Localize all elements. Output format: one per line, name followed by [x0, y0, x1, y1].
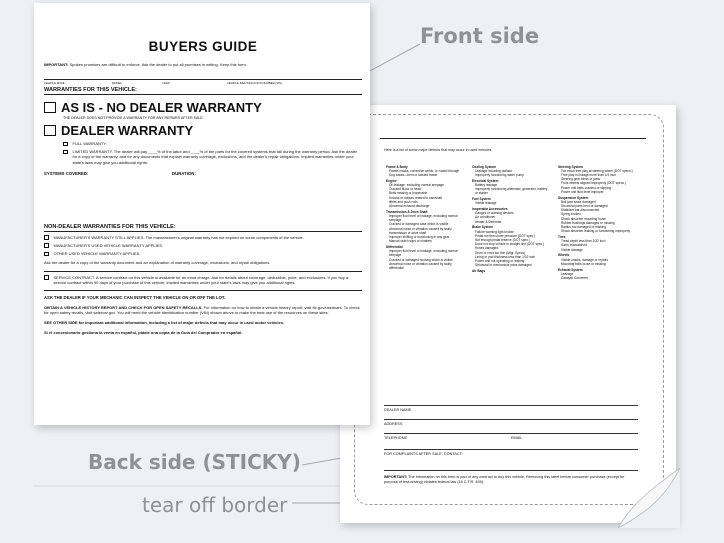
- defect-item: Structural or mechanical parts damaged: [475, 263, 532, 268]
- history-report-bold: OBTAIN A VEHICLE HISTORY REPORT AND CHECK FOR OPEN SAFETY RECALLS.: [44, 304, 203, 310]
- defect-item: Stabilizer bar disconnected: [561, 208, 600, 213]
- defects-intro: Here is a list of some major defects that may occur in used vehicles.: [384, 148, 493, 152]
- buyers-guide-title: BUYERS GUIDE: [148, 39, 258, 54]
- defect-item: Free play in linkage more than 1/4 inch: [561, 172, 616, 177]
- front-rule: [44, 290, 362, 291]
- service-contract-checkbox: [44, 275, 49, 280]
- non-dealer-checkbox: [44, 235, 49, 240]
- defect-item: Structural parts bent or damaged: [561, 203, 608, 208]
- service-contract-text: SERVICE CONTRACT. A service contract on this vehicle is available for an extra charge. Ask for details about coverage, deductible, price, and exclusions. If you buy a service contract within 90 days of your purchase of this vehicle, implied warranties under your state's laws may give you additional rights.: [53, 274, 349, 285]
- defect-item: Air conditioner: [475, 215, 496, 220]
- spanish-text: Si el concesionario gestiona la venta en español, pídale una copia de la Guía del Comprador en español.: [44, 330, 243, 336]
- back-important-notice: [384, 475, 638, 485]
- non-dealer-option: [44, 243, 362, 248]
- defect-item: Oil leakage, excluding normal seepage: [389, 182, 444, 187]
- defect-item: Tread depth less than 2/32 inch: [561, 239, 606, 244]
- model-field: MODEL: [112, 81, 122, 85]
- page-curl-icon: [618, 468, 680, 528]
- defect-item: Cracked block or head: [389, 187, 421, 192]
- defect-item: Visible leakage: [475, 201, 497, 206]
- dealer-name-label: DEALER NAME: [384, 407, 412, 412]
- defect-item: Sizes mismatched: [561, 243, 587, 248]
- defect-item: Visible cracks, damage or repairs: [561, 257, 609, 262]
- limited-warranty-text: LIMITED WARRANTY. The dealer will pay ____% of the labor and ____% of the parts for the covered systems that fail during the warranty period. Ask the dealer for a copy of the warranty, and for any documents that explain warranty coverage, exclusions, and the dealer's repair obligations. Implied warranties under your state's laws may give you additional rights.: [72, 149, 358, 165]
- defect-item: Catalytic Converter: [561, 275, 589, 280]
- defect-item: lifters and push rods: [389, 199, 418, 204]
- non-dealer-option-text: OTHER USED VEHICLE WARRANTY APPLIES.: [53, 251, 141, 257]
- front-important-label: IMPORTANT:: [44, 62, 69, 67]
- systems-covered-label: SYSTEMS COVERED:: [44, 170, 89, 176]
- defect-item: Pedal not firm under pressure (DOT spec.): [475, 233, 536, 238]
- defect-category: Frame & Body: [386, 164, 408, 169]
- defect-item: Power unit fluid level improper: [561, 189, 604, 194]
- defect-item: Cracked or damaged case which is visible: [389, 222, 449, 227]
- back-top-rule: [380, 138, 646, 139]
- defect-item: Visible damage: [561, 247, 583, 252]
- duration-label: DURATION:: [172, 170, 196, 176]
- non-dealer-option-text: MANUFACTURER'S USED VEHICLE WARRANTY APPLIES.: [53, 242, 164, 248]
- email-label: EMAIL: [511, 435, 523, 440]
- defect-item: Front wheels aligned improperly (DOT specs.): [561, 181, 626, 186]
- defect-category: Fuel System: [472, 197, 491, 202]
- defect-item: Abnormal noise or vibration caused by faulty differential: [389, 261, 452, 271]
- front-important-line: [44, 62, 362, 67]
- defect-category: Exhaust System: [558, 267, 583, 272]
- dealer-warranty-title: DEALER WARRANTY: [61, 123, 194, 138]
- defect-item: Radius rod damaged or missing: [561, 225, 607, 230]
- defect-item: Too much free play at steering wheel (DOT specs.): [561, 168, 633, 173]
- service-contract-option: [44, 275, 362, 285]
- complaints-rule: [384, 470, 638, 471]
- defect-item: Battery leakage: [475, 182, 498, 187]
- defect-item: Ball joint seals damaged: [561, 199, 596, 204]
- defect-item: Gauges or warning devices: [475, 211, 514, 216]
- back-side-sheet: [340, 105, 676, 523]
- defects-column: [472, 163, 550, 280]
- defect-item: Not enough pedal reserve (DOT spec.): [475, 238, 530, 242]
- vin-field: VEHICLE IDENTIFICATION NUMBER (VIN): [227, 81, 282, 85]
- non-dealer-checkbox: [44, 252, 49, 257]
- defect-item: Improperly functioning water pump: [475, 172, 524, 177]
- spanish-paragraph: [44, 330, 362, 335]
- defect-category: Transmission & Drive Shaft: [386, 209, 428, 214]
- limited-warranty-checkbox: [63, 150, 68, 155]
- front-rule: [44, 271, 362, 272]
- defect-item: Drum or rotor too thin (Mfgr. Specs): [475, 250, 526, 255]
- telephone-label: TELEPHONE: [384, 435, 407, 440]
- front-important-text: Spoken promises are difficult to enforce. Ask the dealer to put all promises in writing. Keep this form.: [69, 62, 247, 67]
- full-warranty-text: FULL WARRANTY.: [72, 141, 107, 146]
- as-is-checkbox: [44, 102, 56, 113]
- history-report-text: For information on how to obtain a vehicle history report, visit ftc.gov/usedcars. To check for open safety recalls, visit safercar.gov. You will need the vehicle identification number (VIN) shown above to make the best use of the resources on these sites.: [44, 304, 360, 316]
- defect-category: Cooling System: [472, 164, 497, 169]
- defects-list: [386, 163, 636, 280]
- defect-item: Mounting bolts loose or missing: [561, 261, 606, 266]
- dealer-warranty-checkbox: [44, 125, 56, 136]
- inspect-vehicle-line: ASK THE DEALER IF YOUR MECHANIC CAN INSPECT THE VEHICLE ON OR OFF THE LOT.: [44, 294, 226, 300]
- see-other-side-paragraph: [44, 320, 362, 325]
- dealer-warranty-option: [44, 123, 362, 138]
- as-is-option: [44, 100, 362, 115]
- back-side-label: Back side (STICKY): [88, 450, 301, 474]
- defect-item: Power unit belts cracked or slipping: [561, 185, 612, 190]
- defect-item: Hoses damaged: [475, 246, 499, 251]
- defect-item: Dog tracks—bent or twisted frame: [389, 172, 438, 177]
- warranties-heading: WARRANTIES FOR THIS VEHICLE:: [44, 87, 362, 95]
- defect-item: Cracked or damaged housing which is visible: [389, 257, 453, 262]
- non-dealer-option: [44, 235, 362, 240]
- defect-item: Improper shifting or functioning in any gear: [389, 235, 450, 239]
- defect-item: Leakage including radiator: [475, 168, 513, 173]
- defect-category: Steering System: [558, 164, 583, 169]
- front-side-label: Front side: [420, 24, 540, 48]
- defect-category: Differential: [386, 244, 403, 249]
- defect-item: Abnormal noise or vibration caused by faulty transmission or drive shaft: [389, 226, 452, 235]
- defect-item: Heater & Defroster: [475, 219, 502, 224]
- defect-category: Brake System: [472, 225, 494, 230]
- full-warranty-option: [63, 141, 362, 146]
- defect-item: Frame-cracks, corrective welds, or rusted through: [389, 168, 460, 173]
- defect-item: Does not stop vehicle in straight line (DOT spec.): [475, 242, 545, 247]
- history-report-paragraph: [44, 305, 362, 315]
- defect-item: Knocks or misses related to camshaft: [389, 195, 442, 200]
- defect-item: Belts missing or inoperable: [389, 191, 428, 196]
- see-other-side-text: SEE OTHER SIDE for important additional information, including a list of major defects that may occur in used motor vehicles.: [44, 320, 285, 326]
- limited-warranty-option: [63, 149, 362, 165]
- year-field: YEAR: [162, 81, 170, 85]
- defect-item: Abnormal exhaust discharge: [389, 203, 430, 208]
- defect-item: Rubber bushings damaged or missing: [561, 220, 615, 225]
- defect-category: Wheels: [558, 253, 570, 258]
- defect-category: Air Bags: [472, 269, 486, 274]
- address-label: ADDRESS: [384, 421, 403, 426]
- defect-item: Lining or pad thickness less than 1/32 inch: [475, 254, 536, 259]
- defect-item: Failure warning light broken: [475, 229, 515, 234]
- defect-item: Improper fluid level or leakage, excluding normal seepage: [389, 249, 458, 258]
- defect-item: Leakage: [561, 271, 574, 276]
- defect-category: Electrical System: [472, 178, 499, 183]
- full-warranty-checkbox: [63, 142, 68, 147]
- defect-item: Power unit not operating or leaking: [475, 259, 525, 264]
- dealer-contact-block: [384, 405, 638, 471]
- non-dealer-option-text: MANUFACTURER'S WARRANTY STILL APPLIES. The manufacturer's original warranty has not expired on some components of the vehicle.: [53, 234, 304, 240]
- defect-item: Shock absorber leaking or functioning improperly: [561, 229, 631, 234]
- defect-item: Spring broken: [561, 212, 581, 217]
- defect-item: Steering gear binds or jams: [561, 177, 600, 182]
- defect-category: Inoperable Accessories: [472, 206, 508, 211]
- defects-column: [386, 163, 464, 280]
- as-is-note: THE DEALER DOES NOT PROVIDE A WARRANTY FOR ANY REPAIRS AFTER SALE.: [63, 116, 204, 120]
- defect-item: Manual clutch slips or chatters: [389, 239, 432, 244]
- non-dealer-checkbox: [44, 243, 49, 248]
- defect-item: Improperly functioning alternator, generator, battery, or starter: [475, 187, 548, 196]
- complaints-label: FOR COMPLAINTS AFTER SALE, CONTACT:: [384, 449, 638, 456]
- non-dealer-option: [44, 251, 362, 256]
- defect-item: Improper fluid level or leakage, excluding normal seepage: [389, 213, 458, 223]
- defect-category: Tires: [558, 235, 566, 239]
- systems-duration-row: [44, 171, 362, 176]
- non-dealer-heading: NON-DEALER WARRANTIES FOR THIS VEHICLE:: [44, 224, 362, 232]
- defect-item: Shock absorber mounting loose: [561, 216, 606, 221]
- defect-category: Suspension System: [558, 195, 589, 200]
- vehicle-fields-row: [44, 79, 362, 85]
- defects-column: [558, 163, 636, 280]
- defect-category: Engine: [386, 178, 397, 183]
- back-important-label: IMPORTANT:: [384, 475, 408, 479]
- back-important-text: The information on this form is part of any contract to buy this vehicle. Removing this label before consumer purchase (except for purpose of test-driving) violates federal law (16 C.F.R. 455).: [384, 475, 625, 484]
- vehicle-make-field: VEHICLE MAKE: [44, 81, 65, 85]
- front-side-sheet: [34, 3, 370, 425]
- ask-dealer-copy-text: Ask the dealer for a copy of the warranty document and an explanation of warranty coverage, exclusions, and repair obligations.: [44, 260, 271, 266]
- tear-off-border-label: tear off border: [142, 493, 288, 517]
- as-is-title: AS IS - NO DEALER WARRANTY: [61, 100, 262, 115]
